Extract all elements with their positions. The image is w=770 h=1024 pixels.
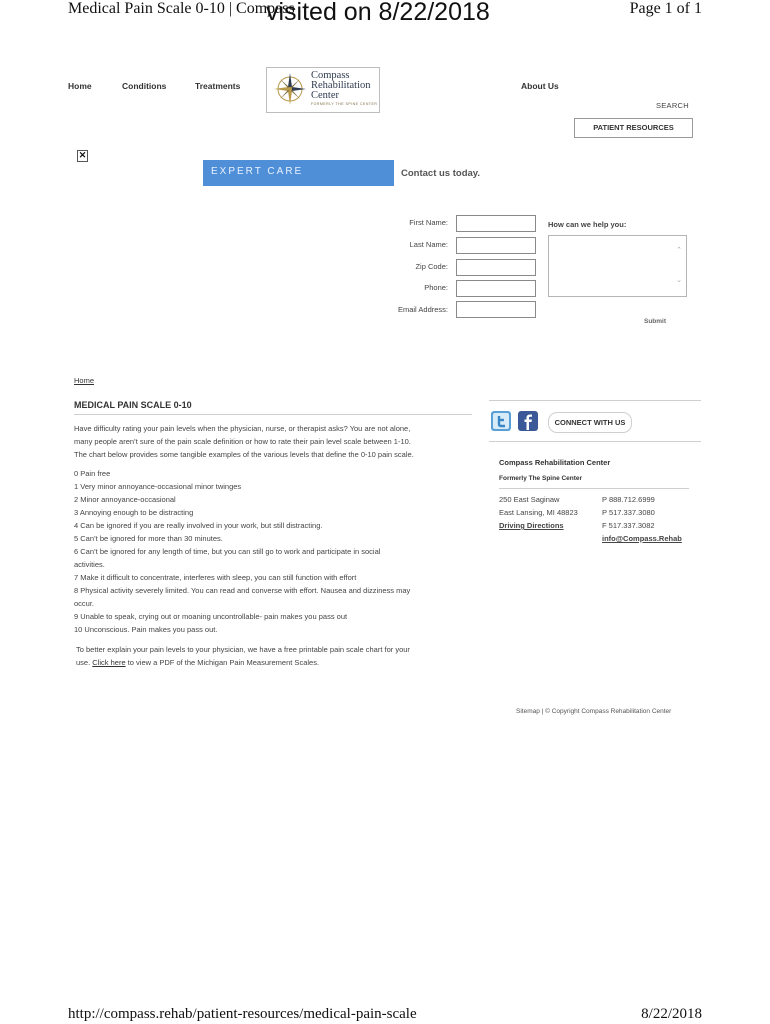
scale-item: 4 Can be ignored if you are really involved in your work, but still distracting. xyxy=(74,521,323,530)
logo-line-2: Rehabilitation xyxy=(311,80,371,91)
formerly-label: Formerly The Spine Center xyxy=(499,475,583,482)
last-name-label: Last Name: xyxy=(409,240,448,249)
phone-label: Phone: xyxy=(424,283,448,292)
scroll-down-icon[interactable]: ⌄ xyxy=(676,277,682,284)
email-input[interactable] xyxy=(456,301,536,318)
scale-item: 10 Unconscious. Pain makes you pass out. xyxy=(74,625,218,634)
address-line-2: East Lansing, MI 48823 xyxy=(499,508,578,517)
expert-care-banner: EXPERT CARE xyxy=(203,160,394,186)
scale-item: 7 Make it difficult to concentrate, interferes with sleep, you can still function with effort xyxy=(74,573,357,582)
twitter-icon[interactable] xyxy=(491,411,511,431)
visited-stamp: visited on 8/22/2018 xyxy=(266,0,490,26)
broken-image-icon: ✕ xyxy=(78,150,87,160)
center-name: Compass Rehabilitation Center xyxy=(499,458,611,467)
first-name-label: First Name: xyxy=(409,218,448,227)
scale-item: activities. xyxy=(74,560,105,569)
facebook-icon[interactable] xyxy=(518,411,538,431)
intro-line: many people aren’t sure of the pain scale definition or how to rate their pain level scale between 1-10. xyxy=(74,437,411,446)
connect-with-us-button[interactable]: CONNECT WITH US xyxy=(548,412,632,433)
scale-item: 2 Minor annoyance-occasional xyxy=(74,495,176,504)
intro-line: The chart below provides some tangible examples of the various levels that define the 0-10 pain scale. xyxy=(74,450,414,459)
last-name-input[interactable] xyxy=(456,237,536,254)
outro-text: to view a PDF of the Michigan Pain Measurement Scales. xyxy=(125,658,320,667)
site-footer: Sitemap | © Copyright Compass Rehabilitation Center xyxy=(516,708,672,715)
patient-resources-button[interactable]: PATIENT RESOURCES xyxy=(574,118,693,138)
print-page-number: Page 1 of 1 xyxy=(629,0,702,17)
driving-directions-link[interactable]: Driving Directions xyxy=(499,521,564,530)
scale-item: 6 Can’t be ignored for any length of time, but you can still go to work and participate in social xyxy=(74,547,381,556)
scale-item: 8 Physical activity severely limited. You can read and converse with effort. Nausea and dizziness may xyxy=(74,586,411,595)
scale-item: 0 Pain free xyxy=(74,469,111,478)
sidebar-divider xyxy=(489,400,701,401)
print-page-title: Medical Pain Scale 0-10 | Compass xyxy=(68,0,295,17)
scale-item: 9 Unable to speak, crying out or moaning uncontrollable- pain makes you pass out xyxy=(74,612,348,621)
site-logo[interactable] xyxy=(266,67,380,113)
zip-code-label: Zip Code: xyxy=(415,262,448,271)
breadcrumb-home[interactable]: Home xyxy=(74,376,95,385)
title-divider xyxy=(74,414,472,415)
search-link[interactable]: SEARCH xyxy=(655,101,689,110)
phone-2: P 517.337.3080 xyxy=(602,508,655,517)
scroll-up-icon[interactable]: ⌃ xyxy=(676,247,682,254)
email-label: Email Address: xyxy=(397,305,448,314)
intro-line: Have difficulty rating your pain levels when the physician, nurse, or therapist asks? You are not alone, xyxy=(74,424,411,433)
nav-conditions-link[interactable]: Conditions xyxy=(122,81,167,91)
submit-button[interactable]: Submit xyxy=(644,318,667,325)
page-title: MEDICAL PAIN SCALE 0-10 xyxy=(74,400,192,410)
phone-input[interactable] xyxy=(456,280,536,297)
print-url: http://compass.rehab/patient-resources/medical-pain-scale xyxy=(68,1006,417,1022)
fax-number: F 517.337.3082 xyxy=(602,521,655,530)
phone-1: P 888.712.6999 xyxy=(602,495,655,504)
nav-home-link[interactable]: Home xyxy=(68,81,92,91)
logo-line-1: Compass xyxy=(311,70,350,81)
email-link[interactable]: info@Compass.Rehab xyxy=(602,534,682,543)
help-textarea[interactable] xyxy=(548,235,687,297)
intro-paragraph xyxy=(74,422,484,461)
address-line-1: 250 East Saginaw xyxy=(499,495,560,504)
zip-code-input[interactable] xyxy=(456,259,536,276)
outro-line: To better explain your pain levels to your physician, we have a free printable pain scale chart for your xyxy=(76,645,410,654)
scale-item: 5 Can’t be ignored for more than 30 minutes. xyxy=(74,534,223,543)
nav-about-link[interactable]: About Us xyxy=(521,81,559,91)
first-name-input[interactable] xyxy=(456,215,536,232)
logo-tagline: FORMERLY THE SPINE CENTER xyxy=(311,102,378,106)
logo-wordmark xyxy=(311,71,371,101)
scale-item: occur. xyxy=(74,599,95,608)
outro-paragraph xyxy=(76,643,486,669)
sidebar-divider xyxy=(499,488,689,489)
pain-scale-list xyxy=(74,467,484,636)
contact-today-heading: Contact us today. xyxy=(401,168,480,179)
compass-star-icon xyxy=(273,72,307,106)
scale-item: 3 Annoying enough to be distracting xyxy=(74,508,194,517)
pdf-link[interactable]: Click here xyxy=(92,658,126,667)
print-date: 8/22/2018 xyxy=(641,1006,702,1022)
outro-text: use. xyxy=(76,658,93,667)
help-label: How can we help you: xyxy=(548,220,627,229)
nav-treatments-link[interactable]: Treatments xyxy=(195,81,241,91)
sidebar-divider xyxy=(489,441,701,442)
scale-item: 1 Very minor annoyance-occasional minor twinges xyxy=(74,482,242,491)
logo-line-3: Center xyxy=(311,90,339,101)
outro-line xyxy=(76,656,486,669)
